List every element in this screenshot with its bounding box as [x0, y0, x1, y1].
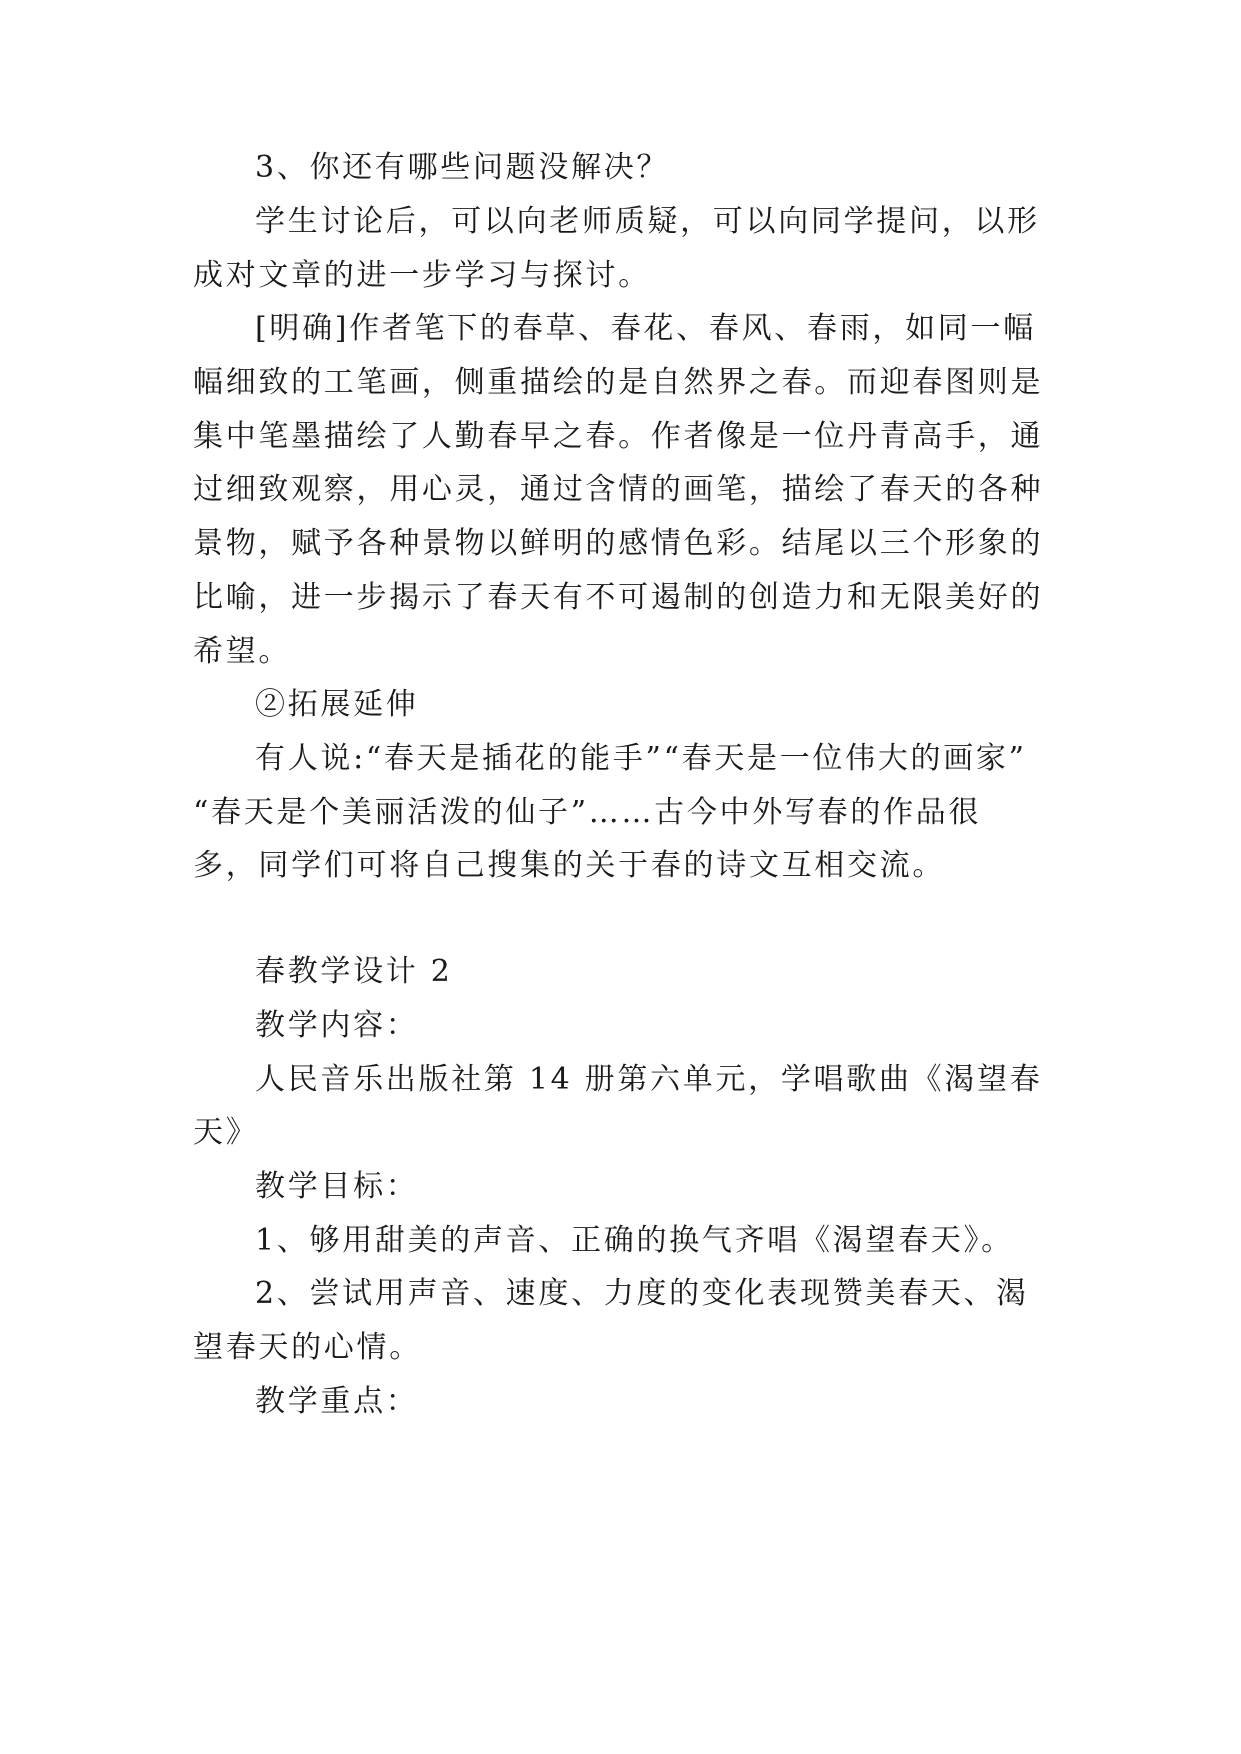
paragraph-line: “春天是个美丽活泼的仙子”……古今中外写春的作品很: [193, 795, 982, 830]
section-heading: 教学目标：: [255, 1169, 419, 1204]
paragraph-line: 集中笔墨描绘了人勤春早之春。作者像是一位丹青高手，通: [193, 419, 1044, 454]
section-heading: 教学内容：: [255, 1008, 419, 1043]
paragraph-line: 天》: [193, 1115, 259, 1150]
section-heading: 教学重点：: [255, 1384, 419, 1419]
objective-item: 2、尝试用声音、速度、力度的变化表现赞美春天、渴: [255, 1276, 1029, 1311]
paragraph-line: [明确]作者笔下的春草、春花、春风、春雨，如同一幅: [255, 311, 1036, 346]
paragraph-line: 希望。: [193, 634, 292, 669]
question-3-line: 3、你还有哪些问题没解决？: [255, 150, 670, 185]
document-title: 春教学设计 2: [255, 954, 453, 989]
objective-item: 1、够用甜美的声音、正确的换气齐唱《渴望春天》。: [255, 1223, 1014, 1258]
paragraph-line: 有人说:“春天是插花的能手”“春天是一位伟大的画家”: [255, 741, 1027, 776]
paragraph-line: 成对文章的进一步学习与探讨。: [193, 258, 651, 293]
paragraph-line: 景物，赋予各种景物以鲜明的感情色彩。结尾以三个形象的: [193, 526, 1044, 561]
section-heading: ②拓展延伸: [255, 687, 419, 722]
paragraph-line: 望春天的心情。: [193, 1330, 422, 1365]
paragraph-line: 幅细致的工笔画，侧重描绘的是自然界之春。而迎春图则是: [193, 365, 1044, 400]
paragraph-line: 学生讨论后，可以向老师质疑，可以向同学提问，以形: [255, 204, 1040, 239]
paragraph-line: 比喻，进一步揭示了春天有不可遏制的创造力和无限美好的: [193, 580, 1044, 615]
paragraph-line: 多，同学们可将自己搜集的关于春的诗文互相交流。: [193, 848, 946, 883]
paragraph-line: 人民音乐出版社第 14 册第六单元，学唱歌曲《渴望春: [255, 1062, 1043, 1097]
paragraph-line: 过细致观察，用心灵，通过含情的画笔，描绘了春天的各种: [193, 472, 1044, 507]
